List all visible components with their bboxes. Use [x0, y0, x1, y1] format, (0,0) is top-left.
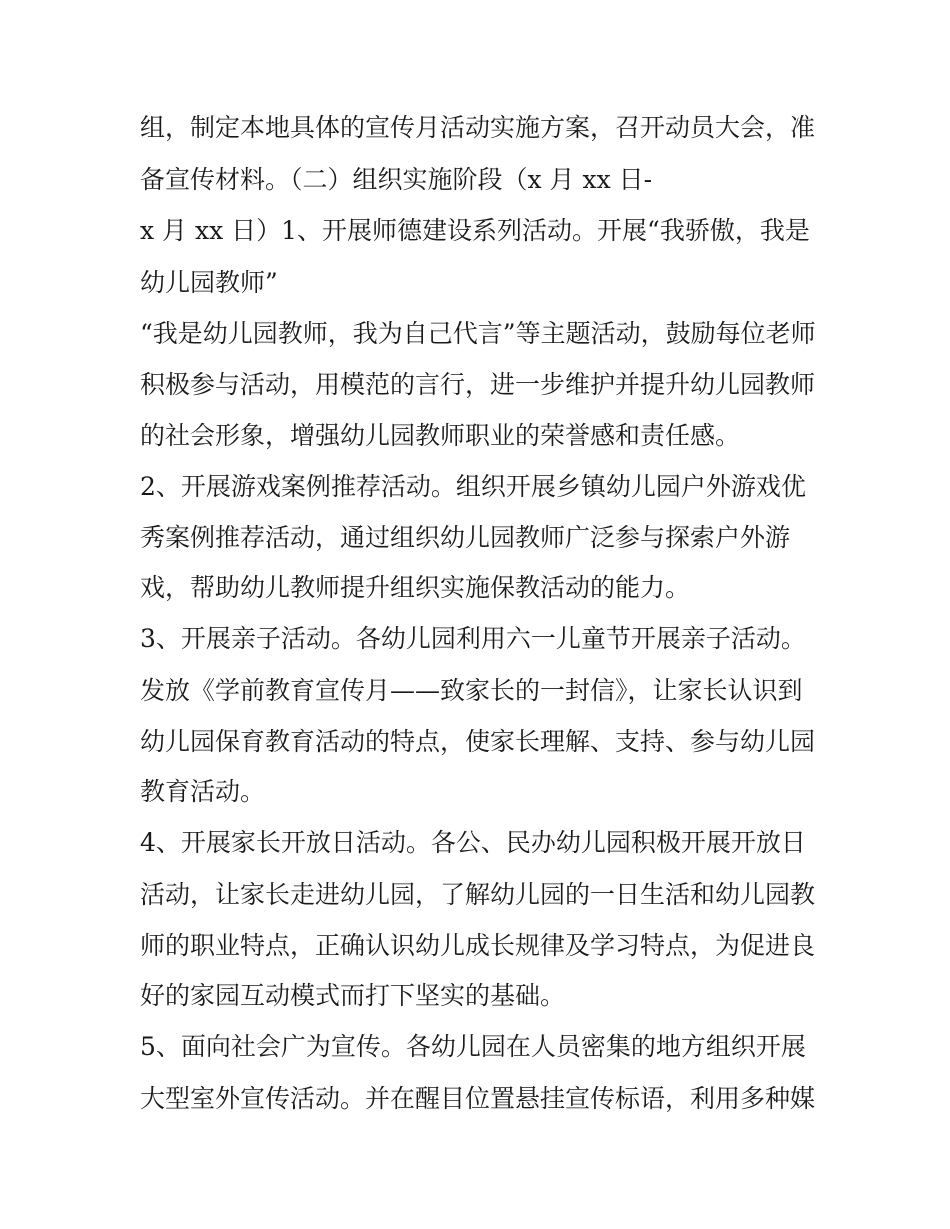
text-line: 教育活动。 [140, 777, 266, 806]
text-line: 戏，帮助幼儿教师提升组织实施保教活动的能力。 [140, 573, 691, 602]
text-line: 3、开展亲子活动。各幼儿园利用六一儿童节开展亲子活动。 [140, 624, 806, 653]
text-line: 幼儿园教师” [140, 268, 278, 297]
text-line: 大型室外宣传活动。并在醒目位置悬挂宣传标语，利用多种媒 [140, 1084, 816, 1113]
text-line: 秀案例推荐活动，通过组织幼儿园教师广泛参与探索户外游 [140, 523, 791, 552]
text-line: x 月 xx 日）1、开展师德建设系列活动。开展“我骄傲，我是 [140, 216, 810, 245]
text-line: “我是幼儿园教师，我为自己代言”等主题活动，鼓励每位老师 [140, 319, 816, 348]
text-line: 的社会形象，增强幼儿园教师职业的荣誉感和责任感。 [140, 421, 741, 450]
text-line: 4、开展家长开放日活动。各公、民办幼儿园积极开展开放日 [140, 828, 806, 857]
text-line: 好的家园互动模式而打下坚实的基础。 [140, 981, 566, 1010]
text-line: 发放《学前教育宣传月——致家长的一封信》，让家长认识到 [140, 676, 803, 705]
text-line: 师的职业特点，正确认识幼儿成长规律及学习特点，为促进良 [140, 931, 816, 960]
text-line: 2、开展游戏案例推荐活动。组织开展乡镇幼儿园户外游戏优 [140, 472, 806, 501]
text-line: 5、面向社会广为宣传。各幼儿园在人员密集的地方组织开展 [140, 1032, 806, 1061]
text-line: 活动，让家长走进幼儿园，了解幼儿园的一日生活和幼儿园教 [140, 880, 816, 909]
text-line: 幼儿园保育教育活动的特点，使家长理解、支持、参与幼儿园 [140, 727, 816, 756]
text-line: 积极参与活动，用模范的言行，进一步维护并提升幼儿园教师 [140, 370, 816, 399]
text-line: 备宣传材料。（二）组织实施阶段（x 月 xx 日- [140, 165, 653, 194]
text-line: 组，制定本地具体的宣传月活动实施方案，召开动员大会，准 [140, 113, 816, 142]
